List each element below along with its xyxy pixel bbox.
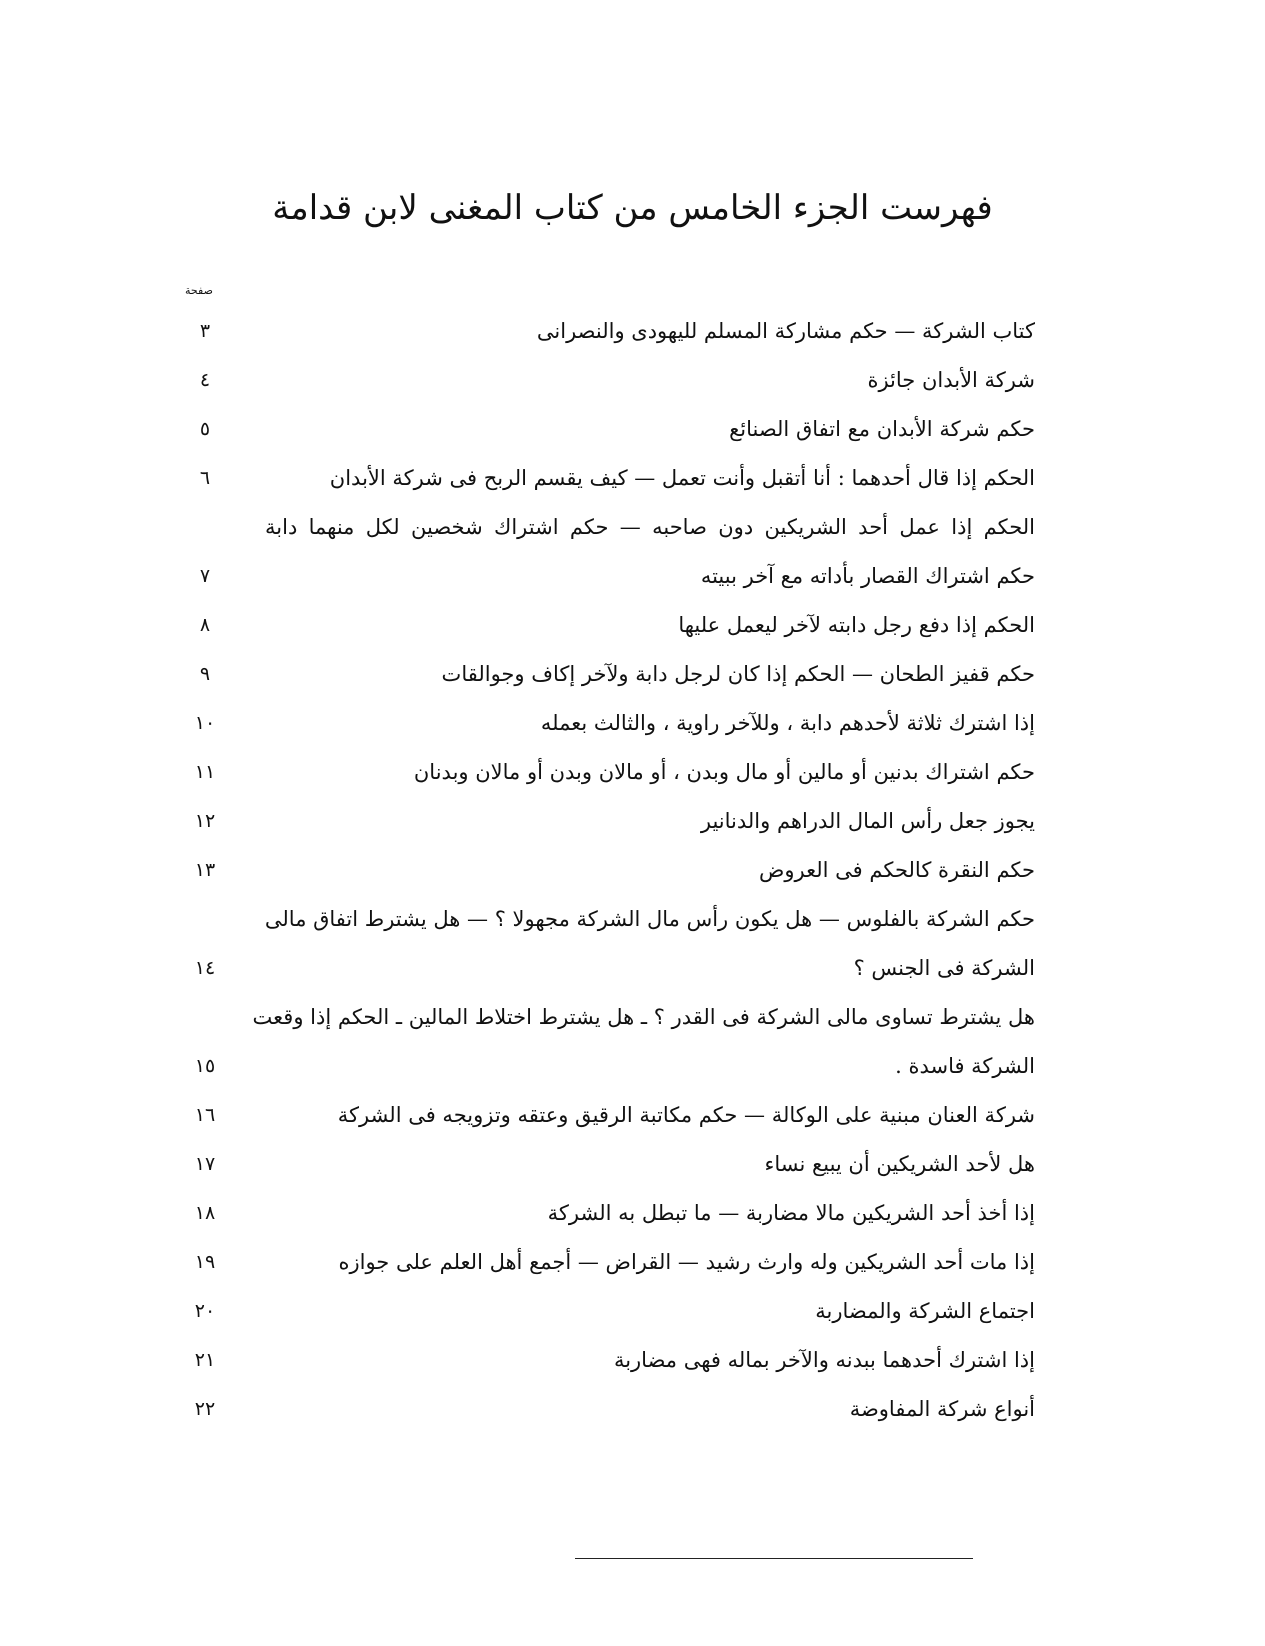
toc-entry-text: الحكم إذا دفع رجل دابته لآخر ليعمل عليها: [678, 613, 1035, 637]
toc-entry-page: ٥: [199, 418, 211, 440]
toc-entry-page: ١٧: [194, 1153, 216, 1175]
toc-entry-text: حكم اشتراك بدنين أو مالين أو مال وبدن ، أو مالان وبدن أو مالان وبدنان: [413, 760, 1035, 784]
toc-entry-page: ١٨: [194, 1202, 216, 1224]
toc-entry-text: إذا اشترك أحدهما ببدنه والآخر بماله فهى مضاربة: [613, 1348, 1035, 1372]
toc-entry-text: هل لأحد الشريكين أن يبيع نساء: [764, 1152, 1035, 1176]
toc-entry-page: ٩: [199, 663, 211, 685]
toc-entry-page: ٢٢: [194, 1398, 216, 1420]
page-title: فهرست الجزء الخامس من كتاب المغنى لابن قدامة: [272, 188, 993, 228]
toc-entry: [0, 943, 1265, 993]
toc-entry-page: ١٢: [194, 810, 216, 832]
toc-entry-text: إذا أخذ أحد الشريكين مالا مضاربة — ما تبطل به الشركة: [547, 1201, 1035, 1225]
toc-entry-text: يجوز جعل رأس المال الدراهم والدنانير: [700, 809, 1035, 833]
toc-entry-text: كتاب الشركة — حكم مشاركة المسلم لليهودى والنصرانى: [536, 319, 1035, 343]
toc-entry: [0, 649, 1265, 699]
toc-entry: [0, 502, 1265, 552]
toc-entry-page: ٨: [199, 614, 211, 636]
toc-entry-text: الشركة فى الجنس ؟: [853, 956, 1035, 980]
toc-entry-page: ١٩: [194, 1251, 216, 1273]
page-column-label: صفحة: [185, 284, 213, 297]
toc-entry: [0, 1384, 1265, 1434]
toc-entry-text: حكم اشتراك القصار بأداته مع آخر ببيته: [700, 564, 1035, 588]
toc-entry: [0, 992, 1265, 1042]
toc-entry: [0, 1041, 1265, 1091]
toc-entry-text: إذا اشترك ثلاثة لأحدهم دابة ، وللآخر راوية ، والثالث بعمله: [540, 711, 1035, 735]
toc-entry-page: ١٣: [194, 859, 216, 881]
toc-entry: [0, 600, 1265, 650]
toc-entry-page: ١٥: [194, 1055, 216, 1077]
toc-entry: [0, 551, 1265, 601]
toc-entry-text: حكم الشركة بالفلوس — هل يكون رأس مال الشركة مجهولا ؟ — هل يشترط اتفاق مالى: [264, 907, 1035, 931]
toc-entry-text: شركة الأبدان جائزة: [867, 368, 1035, 392]
toc-entry: [0, 1335, 1265, 1385]
toc-entry: [0, 894, 1265, 944]
toc-entry-text: حكم قفيز الطحان — الحكم إذا كان لرجل دابة ولآخر إكاف وجوالقات: [441, 662, 1035, 686]
toc-entry-page: ١١: [194, 761, 216, 783]
toc-entry-page: ٤: [199, 369, 211, 391]
toc-entry-page: ١٤: [194, 957, 216, 979]
toc-entry-page: ١٦: [194, 1104, 216, 1126]
toc-entry-page: ٣: [199, 320, 211, 342]
toc-entry: [0, 1139, 1265, 1189]
toc-entry-page: ٢١: [194, 1349, 216, 1371]
toc-entry-text: اجتماع الشركة والمضاربة: [815, 1299, 1035, 1323]
toc-entry: [0, 698, 1265, 748]
toc-entry-text: شركة العنان مبنية على الوكالة — حكم مكاتبة الرقيق وعتقه وتزويجه فى الشركة: [337, 1103, 1035, 1127]
toc-entry: [0, 1237, 1265, 1287]
toc-entry-text: حكم شركة الأبدان مع اتفاق الصنائع: [729, 417, 1035, 441]
toc-entry: [0, 796, 1265, 846]
toc-entry: [0, 404, 1265, 454]
footer-divider: [575, 1558, 973, 1559]
toc-entry-text: الحكم إذا عمل أحد الشريكين دون صاحبه — حكم اشتراك شخصين لكل منهما دابة: [265, 515, 1035, 539]
toc-entry: [0, 747, 1265, 797]
toc-entry: [0, 1286, 1265, 1336]
toc-entry: [0, 1090, 1265, 1140]
toc-entry: [0, 355, 1265, 405]
toc-entry: [0, 306, 1265, 356]
toc-entry: [0, 845, 1265, 895]
toc-entry-text: أنواع شركة المفاوضة: [849, 1397, 1035, 1421]
toc-entry-text: هل يشترط تساوى مالى الشركة فى القدر ؟ ـ هل يشترط اختلاط المالين ـ الحكم إذا وقعت: [252, 1005, 1035, 1029]
toc-entry-text: الشركة فاسدة .: [895, 1054, 1035, 1078]
toc-entry-page: ١٠: [194, 712, 216, 734]
toc-entry-page: ٦: [199, 467, 211, 489]
toc-entry-text: الحكم إذا قال أحدهما : أنا أتقبل وأنت تعمل — كيف يقسم الربح فى شركة الأبدان: [329, 466, 1035, 490]
toc-entry: [0, 1188, 1265, 1238]
toc-entry-text: إذا مات أحد الشريكين وله وارث رشيد — القراض — أجمع أهل العلم على جوازه: [338, 1250, 1035, 1274]
toc-entry: [0, 453, 1265, 503]
toc-entry-text: حكم النقرة كالحكم فى العروض: [759, 858, 1035, 882]
toc-entry-page: ٢٠: [194, 1300, 216, 1322]
toc-entry-page: ٧: [199, 565, 211, 587]
